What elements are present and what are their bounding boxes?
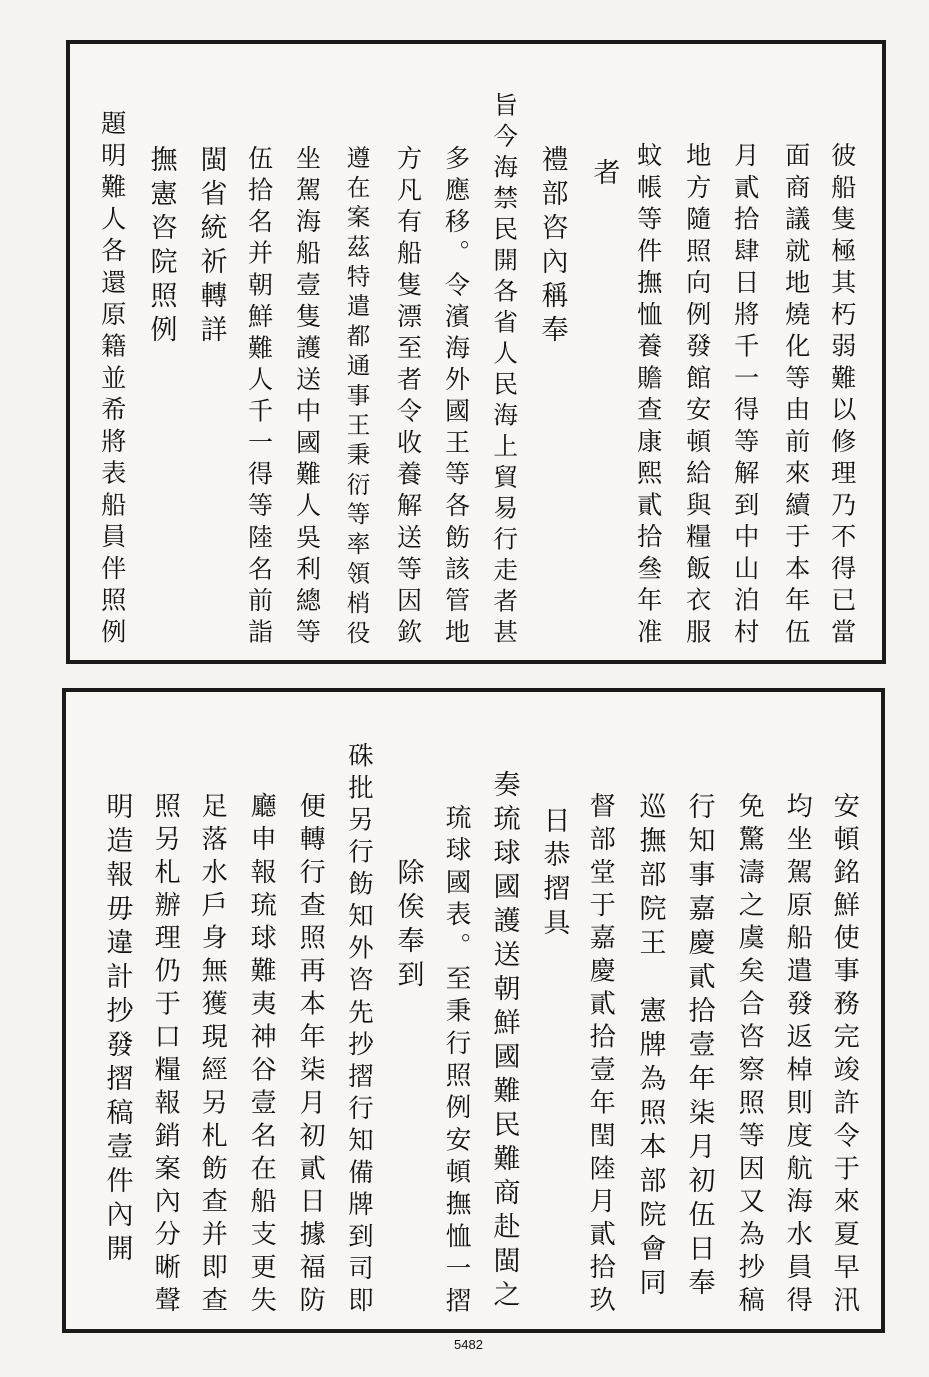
top-text-column: 遵在案茲特遣都通事王秉衍等率領梢役: [342, 145, 371, 650]
top-text-column: 坐駕海船壹隻護送中國難人吳利總等: [292, 145, 322, 650]
bottom-text-column: 日恭摺具: [538, 806, 570, 942]
top-text-column: 撫憲咨院照例: [145, 145, 177, 349]
bottom-text-column: 行知事嘉慶貳拾壹年柒月初伍日奉: [683, 792, 715, 1302]
top-text-column: 方凡有船隻漂至者令收養解送等因欽: [393, 145, 423, 650]
top-text-column: 月貳拾肆日將千一得等解到中山泊村: [730, 142, 760, 650]
bottom-text-column: 廳申報琉球難夷神谷壹名在船支更失: [246, 792, 277, 1319]
top-text-column: 彼船隻極其朽弱難以修理乃不得已當: [827, 142, 857, 650]
bottom-document-panel: [62, 688, 885, 1333]
top-text-column: 閩省統祈轉詳: [195, 145, 227, 349]
top-text-column: 多應移。令濱海外國王等各飭該管地: [441, 145, 471, 650]
bottom-text-column: 硃批另行飭知外咨先抄摺行知備牌到司即: [343, 742, 374, 1319]
top-document-panel: [66, 40, 886, 664]
bottom-text-column: 照另札辦理仍于口糧報銷案內分晰聲: [150, 792, 181, 1319]
bottom-text-column: 督部堂于嘉慶貳拾壹年閏陸月貳拾玖: [585, 792, 616, 1319]
bottom-text-column: 足落水戶身無獲現經另札飭查并即查: [197, 792, 228, 1319]
bottom-text-column: 琉球國表。至秉行照例安頓撫恤一摺: [441, 804, 472, 1319]
bottom-text-column: 免驚濤之虞矣合咨察照等因又為抄稿: [734, 792, 765, 1319]
top-text-column: 者: [588, 158, 620, 192]
bottom-text-column: 便轉行查照再本年柒月初貳日據福防: [295, 792, 326, 1319]
bottom-text-column: 奏琉球國護送朝鮮國難民難商赴閩之: [488, 770, 520, 1314]
bottom-text-column: 除俟奉到: [392, 858, 424, 994]
top-text-column: 禮部咨內稱奉: [536, 145, 568, 349]
page-number: 5482: [454, 1337, 483, 1352]
top-text-column: 題明難人各還原籍並希將表船員伴照例: [97, 110, 127, 650]
bottom-text-column: 均坐駕原船遣發返棹則度航海水員得: [782, 792, 813, 1319]
top-text-column: 伍拾名并朝鮮難人千一得等陸名前詣: [244, 145, 274, 650]
top-text-column: 旨今海禁民開各省人民海上貿易行走者甚: [490, 92, 520, 650]
bottom-text-column: 明造報毋違計抄發摺稿壹件內開: [101, 792, 133, 1268]
top-text-column: 蚊帳等件撫恤養贍查康熙貳拾叄年准: [633, 142, 663, 650]
top-text-column: 面商議就地燒化等由前來續于本年伍: [781, 142, 811, 650]
top-text-column: 地方隨照向例發館安頓給與糧飯衣服: [682, 142, 712, 650]
bottom-text-column: 安頓銘鮮使事務完竣許令于來夏早汛: [829, 792, 860, 1319]
bottom-text-column: 巡撫部院王 憲牌為照本部院會同: [634, 792, 666, 1302]
